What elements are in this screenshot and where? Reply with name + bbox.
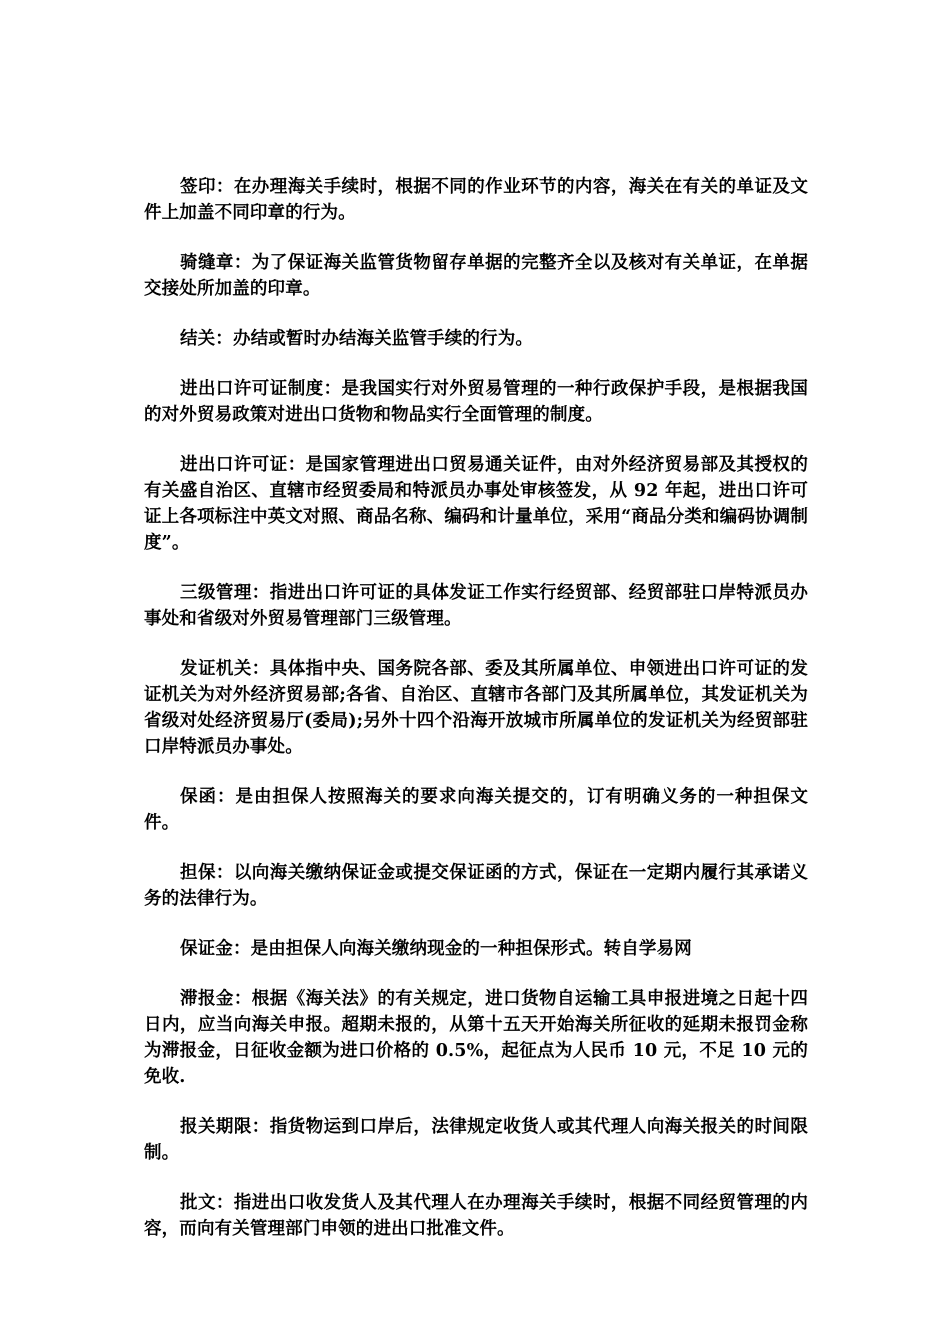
paragraph-three-level-management: 三级管理：指进出口许可证的具体发证工作实行经贸部、经贸部驻口岸特派员办事处和省级对外贸易管理部门三级管理。 xyxy=(144,583,808,629)
paragraph-seam-seal: 骑缝章：为了保证海关监管货物留存单据的完整齐全以及核对有关单证，在单据交接处所加盖的印章。 xyxy=(144,253,808,299)
paragraph-guarantee-letter: 保函：是由担保人按照海关的要求向海关提交的，订有明确义务的一种担保文件。 xyxy=(144,787,808,833)
paragraph-declaration-deadline: 报关期限：指货物运到口岸后，法律规定收货人或其代理人向海关报关的时间限制。 xyxy=(144,1117,808,1163)
paragraph-guarantee: 担保：以向海关缴纳保证金或提交保证函的方式，保证在一定期内履行其承诺义务的法律行为。 xyxy=(144,863,808,909)
paragraph-signature-stamp: 签印：在办理海关手续时，根据不同的作业环节的内容，海关在有关的单证及文件上加盖不同印章的行为。 xyxy=(144,177,808,223)
paragraph-customs-clearance: 结关：办结或暂时办结海关监管手续的行为。 xyxy=(180,329,533,349)
paragraph-deposit: 保证金：是由担保人向海关缴纳现金的一种担保形式。转自学易网 xyxy=(180,939,692,959)
paragraph-late-fee: 滞报金：根据《海关法》的有关规定，进口货物自运输工具申报进境之日起十四日内，应当向海关申报。超期未报的，从第十五天开始海关所征收的延期未报罚金称为滞报金，日征收金额为进口价格的 0.5%，起征点为人民币 10 元，不足 10 元的免收. xyxy=(144,989,808,1087)
paragraph-license-system: 进出口许可证制度：是我国实行对外贸易管理的一种行政保护手段，是根据我国的对外贸易政策对进出口货物和物品实行全面管理的制度。 xyxy=(144,379,808,425)
paragraph-issuing-authority: 发证机关：具体指中央、国务院各部、委及其所属单位、申领进出口许可证的发证机关为对外经济贸易部;各省、自治区、直辖市各部门及其所属单位，其发证机关为省级对处经济贸易厅(委局);另外十四个沿海开放城市所属单位的发证机关为经贸部驻口岸特派员办事处。 xyxy=(144,659,808,757)
document-body xyxy=(144,174,808,1266)
paragraph-approval-document: 批文：指进出口收发货人及其代理人在办理海关手续时，根据不同经贸管理的内容，而向有关管理部门申领的进出口批准文件。 xyxy=(144,1193,808,1239)
paragraph-import-export-license: 进出口许可证：是国家管理进出口贸易通关证件，由对外经济贸易部及其授权的有关盛自治区、直辖市经贸委局和特派员办事处审核签发，从 92 年起，进出口许可证上各项标注中英文对照、商品名称、编码和计量单位，采用“商品分类和编码协调制度”。 xyxy=(144,455,808,553)
